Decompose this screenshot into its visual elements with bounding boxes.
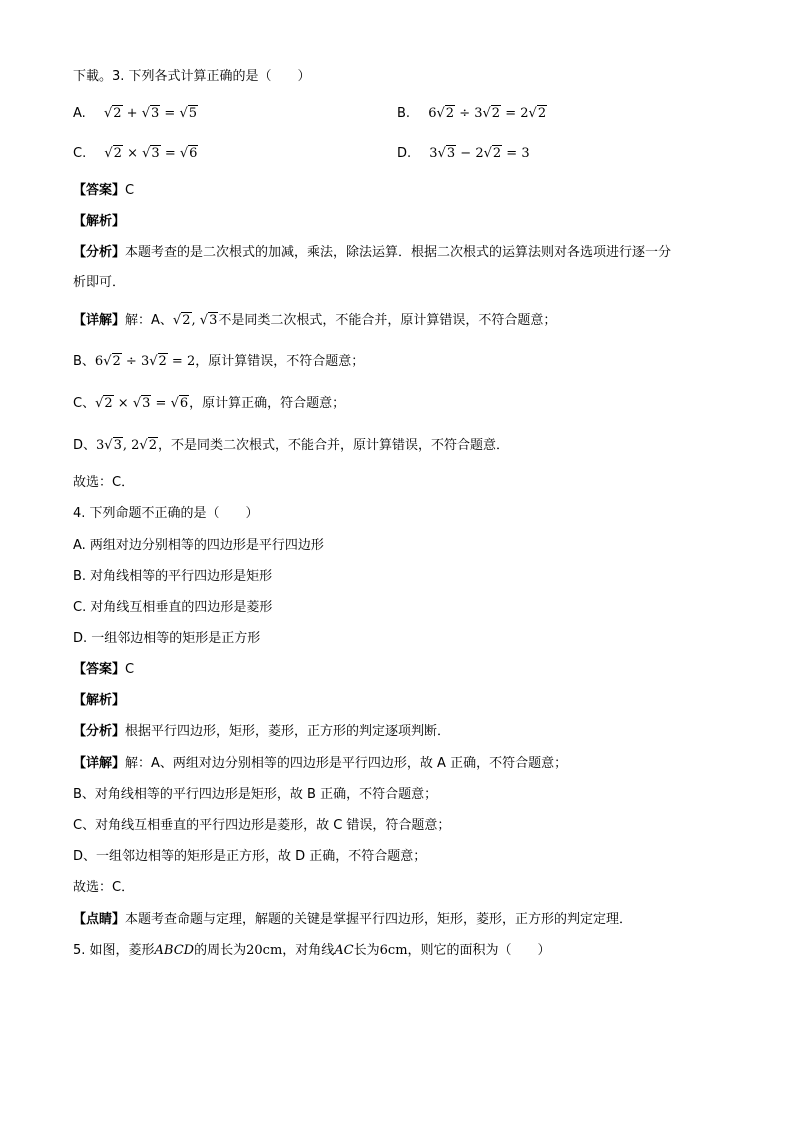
diag-length: 6cm: [379, 943, 408, 958]
q4-detail-d: D、一组邻边相等的矩形是正方形，故 D 正确，不符合题意；: [73, 849, 427, 864]
detail-a: 【详解】解：A、√2, √3不是同类二次根式，不能合并，原计算错误，不符合题意；: [73, 313, 557, 328]
shape-name: ABCD: [154, 943, 195, 958]
intro-text: 下載。: [73, 69, 113, 84]
choose-line: 故选：C．: [73, 475, 135, 490]
answer-line: 【答案】C: [73, 183, 135, 198]
analysis-tag: 【解析】: [73, 214, 126, 229]
detail-d: D、3√3, 2√2，不是同类二次根式，不能合并，原计算错误，不符合题意．: [73, 438, 510, 453]
fenxi-line-2: 析即可．: [73, 275, 126, 290]
q4-answer-line: 【答案】C: [73, 662, 135, 677]
diag-name: AC: [334, 943, 354, 958]
q4-detail-a: 【详解】解：A、两组对边分别相等的四边形是平行四边形，故 A 正确，不符合题意；: [73, 756, 568, 771]
q4-detail-b: B、对角线相等的平行四边形是矩形，故 B 正确，不符合题意；: [73, 787, 438, 802]
detail-c: C、√2 × √3 = √6，原计算正确，符合题意；: [73, 396, 346, 411]
question-5-stem: 5. 如图，菱形ABCD的周长为20cm，对角线AC长为6cm，则它的面积为（ ）: [73, 943, 551, 958]
stem-text: 3. 下列各式计算正确的是（ ）: [112, 69, 311, 84]
q4-analysis-tag: 【解析】: [73, 693, 126, 708]
q4-fenxi: 【分析】根据平行四边形，矩形，菱形，正方形的判定逐项判断．: [73, 724, 451, 739]
question-3-stem: [73, 68, 311, 86]
question-4-stem: 4. 下列命题不正确的是（ ）: [73, 506, 259, 521]
q4-option-d: D. 一组邻边相等的矩形是正方形: [73, 631, 261, 646]
option-a: A. √2 + √3 = √5: [73, 106, 198, 121]
q4-option-a: A. 两组对边分别相等的四边形是平行四边形: [73, 538, 324, 553]
fenxi-line-1: 【分析】本题考查的是二次根式的加减，乘法，除法运算．根据二次根式的运算法则对各选项进行逐一分: [73, 245, 672, 260]
detail-b: B、6√2 ÷ 3√2 = 2，原计算错误，不符合题意；: [73, 354, 365, 369]
option-c: C. √2 × √3 = √6: [73, 146, 198, 161]
q4-dianjing: 【点睛】本题考查命题与定理，解题的关键是掌握平行四边形，矩形，菱形，正方形的判定定理．: [73, 912, 633, 927]
perimeter-value: 20cm: [246, 943, 283, 958]
option-d: D. 3√3 − 2√2 = 3: [397, 146, 530, 161]
q4-option-b: B. 对角线相等的平行四边形是矩形: [73, 569, 273, 584]
q4-choose-line: 故选：C．: [73, 880, 135, 895]
q4-detail-c: C、对角线互相垂直的平行四边形是菱形，故 C 错误，符合题意；: [73, 818, 451, 833]
option-b: B. 6√2 ÷ 3√2 = 2√2: [397, 106, 547, 121]
q4-option-c: C. 对角线互相垂直的四边形是菱形: [73, 600, 273, 615]
